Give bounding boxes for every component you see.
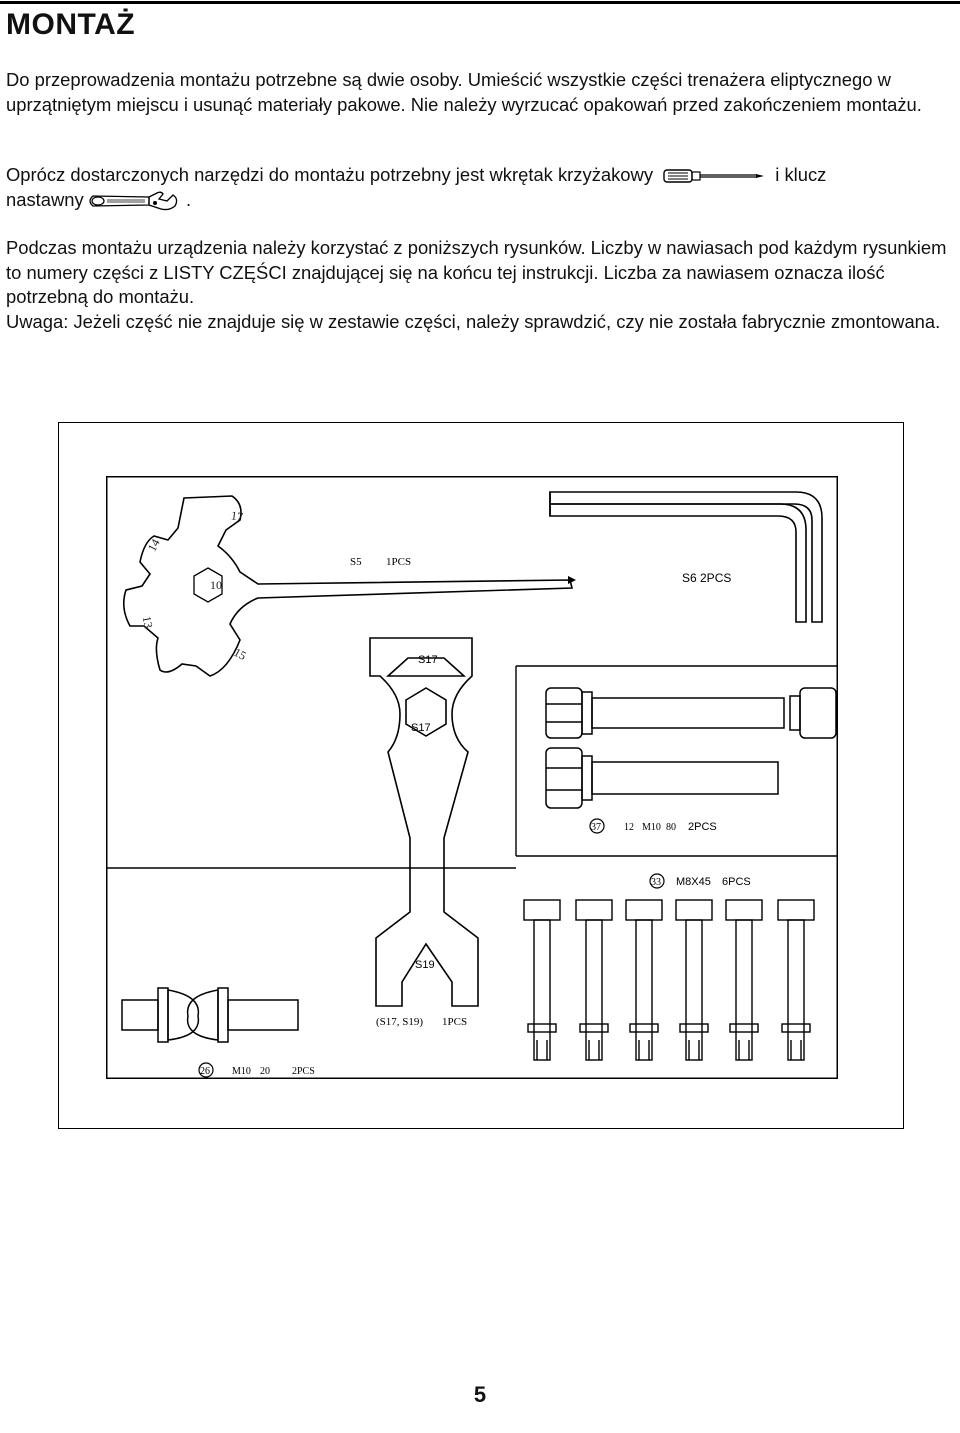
size-15: 15 — [231, 645, 249, 663]
bolt-33-number: 33 — [651, 877, 661, 888]
inner-frame — [107, 477, 838, 1079]
flat-wrench — [370, 638, 478, 1006]
hex-keys-label: S6 2PCS — [682, 571, 732, 585]
tools-paragraph — [6, 163, 956, 213]
bolt-26-pair — [122, 988, 298, 1042]
instructions-text: Podczas montażu urządzenia należy korzystać z poniższych rysunków. Liczby w nawiasach pod każdym rysunkiem to numery części z LISTY CZĘŚCI znajdującej się na końcu tej instrukcji. Liczba za nawiasem oznacza ilość potrzebną do montażu. — [6, 237, 947, 307]
parts-diagram — [106, 476, 838, 1079]
size-17: 17 — [230, 508, 244, 524]
tools-text-key: i klucz — [775, 164, 827, 185]
bolt-26-number: 26 — [200, 1066, 210, 1077]
size-10: 10 — [210, 578, 222, 592]
page-title: MONTAŻ — [6, 8, 136, 41]
bolt-37-thread: M10 — [642, 822, 661, 833]
multi-hex-wrench — [124, 496, 572, 676]
bolt-37-qty: 2PCS — [688, 821, 717, 833]
bolt-33-set — [524, 900, 814, 1060]
intro-paragraph: Do przeprowadzenia montażu potrzebne są dwie osoby. Umieścić wszystkie części trenażera eliptycznego w uprzątniętym miejscu i usunąć materiały pakowe. Nie należy wyrzucać opakowań przed zakończeniem montażu. — [6, 69, 922, 115]
screwdriver-part — [568, 576, 576, 584]
tools-text-screwdriver: Oprócz dostarczonych narzędzi do montażu potrzebny jest wkrętak krzyżakowy — [6, 164, 654, 185]
flat-wrench-qty: 1PCS — [442, 1016, 468, 1028]
screwdriver-icon — [658, 163, 770, 188]
bolt-26-length: 20 — [260, 1066, 270, 1077]
note-text: Uwaga: Jeżeli część nie znajduje się w zestawie części, należy sprawdzić, czy nie została fabrycznie zmontowana. — [6, 310, 941, 332]
screwdriver-code: S5 — [350, 556, 362, 568]
tools-text-adjustable: nastawny — [6, 188, 84, 210]
flat-wrench-middle: S17 — [411, 722, 431, 734]
size-13: 13 — [139, 614, 156, 630]
bolt-37-number: 37 — [591, 822, 601, 833]
flat-wrench-caption: (S17, S19) — [376, 1016, 424, 1028]
bolt-37-length: 80 — [666, 822, 676, 833]
bolt-26-qty: 2PCS — [292, 1066, 315, 1077]
flat-wrench-bottom: S19 — [415, 959, 435, 971]
adjustable-wrench-icon — [89, 189, 186, 210]
bolt-26-thread: M10 — [232, 1066, 251, 1077]
screwdriver-qty: 1PCS — [386, 556, 412, 568]
size-14: 14 — [144, 536, 163, 554]
bolt-33-qty: 6PCS — [722, 876, 751, 888]
flat-wrench-top: S17 — [418, 654, 438, 666]
page-number: 5 — [473, 1382, 487, 1407]
header-rule — [0, 1, 960, 4]
bolt-37-size: 12 — [624, 822, 634, 833]
instructions-paragraph — [6, 236, 956, 334]
compartment-lines — [106, 666, 837, 868]
tools-text-period: . — [185, 188, 192, 210]
hex-keys — [550, 492, 822, 622]
bolt-33-spec: M8X45 — [676, 876, 711, 888]
bolt-37-pair — [546, 688, 836, 808]
